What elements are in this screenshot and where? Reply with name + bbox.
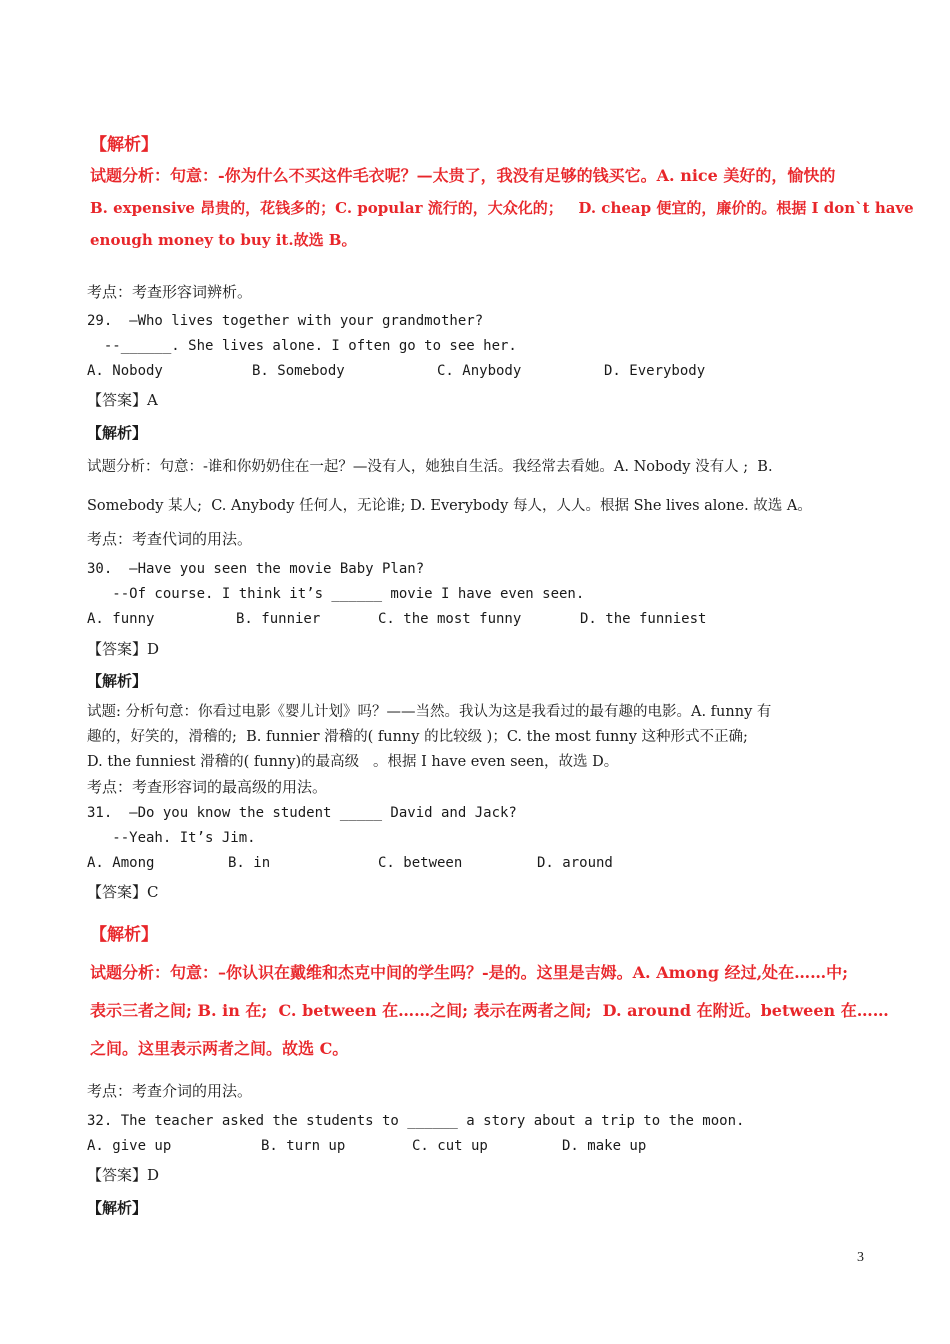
q31-analysis-line-1: 试题分析：句意：–你认识在戴维和杰克中间的学生吗？-是的。这里是吉姆。A. Among 经过,处在……中; xyxy=(90,963,849,982)
q30-option-c: C. the most funny xyxy=(378,611,522,627)
q28-point: 考点：考查形容词辨析。 xyxy=(87,283,253,301)
q29-question: 29. –Who lives together with your grandmother? xyxy=(87,313,484,329)
q30-analysis-line-2: 趣的，好笑的，滑稽的; B. funnier 滑稽的( funny 的比较级 )；C. the most funny 这种形式不正确; xyxy=(87,729,748,745)
q31-answer: 【答案】C xyxy=(87,883,159,901)
q30-answer: 【答案】D xyxy=(87,640,160,658)
q31-question: 31. –Do you know the student _____ David and Jack? xyxy=(87,805,517,821)
q31-analysis-line-2: 表示三者之间; B. in 在; C. between 在……之间; 表示在两者之间; D. around 在附近。between 在…… xyxy=(90,1001,889,1020)
q32-question: 32. The teacher asked the students to ______ a story about a trip to the moon. xyxy=(87,1113,745,1129)
q30-option-d: D. the funniest xyxy=(580,611,707,627)
q30-analysis-line-1: 试题: 分析句意：你看过电影《婴儿计划》吗？——当然。我认为这是我看过的最有趣的电影。A. funny 有 xyxy=(87,704,772,720)
q29-option-a: A. Nobody xyxy=(87,363,163,379)
q28-analysis-label: 【解析】 xyxy=(90,135,158,155)
q30-option-b: B. funnier xyxy=(236,611,321,627)
q29-option-b: B. Somebody xyxy=(252,363,345,379)
q31-point: 考点：考查介词的用法。 xyxy=(87,1082,253,1100)
q30-analysis-line-3: D. the funniest 滑稽的( funny)的最高级 。根据 I have even seen，故选 D。 xyxy=(87,754,619,770)
q30-option-a: A. funny xyxy=(87,611,155,627)
q32-option-d: D. make up xyxy=(562,1138,647,1154)
q31-analysis-line-3: 之间。这里表示两者之间。故选 C。 xyxy=(90,1039,349,1058)
q29-option-d: D. Everybody xyxy=(604,363,706,379)
q30-response: --Of course. I think it’s ______ movie I have even seen. xyxy=(87,586,585,602)
q28-analysis-line-1: 试题分析：句意：-你为什么不买这件毛衣呢？—太贵了，我没有足够的钱买它。A. nice 美好的，愉快的 xyxy=(90,166,836,185)
q32-option-b: B. turn up xyxy=(261,1138,346,1154)
q31-analysis-label: 【解析】 xyxy=(90,925,158,945)
q29-response: --______. She lives alone. I often go to see her. xyxy=(87,338,517,354)
q29-option-c: C. Anybody xyxy=(437,363,522,379)
q31-option-c: C. between xyxy=(378,855,463,871)
q29-analysis-line-2: Somebody 某人; C. Anybody 任何人，无论谁; D. Everybody 每人，人人。根据 She lives alone. 故选 A。 xyxy=(87,498,812,514)
q30-point: 考点：考查形容词的最高级的用法。 xyxy=(87,778,328,796)
q32-option-c: C. cut up xyxy=(412,1138,488,1154)
q28-analysis-line-2: B. expensive 昂贵的，花钱多的；C. popular 流行的，大众化的； D. cheap 便宜的，廉价的。根据 I don`t have xyxy=(90,199,914,217)
q32-answer: 【答案】D xyxy=(87,1166,160,1184)
q31-response: --Yeah. It’s Jim. xyxy=(87,830,256,846)
q28-analysis-line-3: enough money to buy it.故选 B。 xyxy=(90,231,357,249)
q29-analysis-label: 【解析】 xyxy=(87,424,148,442)
q32-option-a: A. give up xyxy=(87,1138,172,1154)
q32-analysis-label: 【解析】 xyxy=(87,1199,148,1217)
q29-answer: 【答案】A xyxy=(87,391,158,409)
q30-analysis-label: 【解析】 xyxy=(87,672,148,690)
q31-option-a: A. Among xyxy=(87,855,155,871)
q29-analysis-line-1: 试题分析：句意：-谁和你奶奶住在一起？—没有人，她独自生活。我经常去看她。A. Nobody 没有人 ; B. xyxy=(87,459,773,475)
page-number: 3 xyxy=(857,1250,864,1265)
q31-option-b: B. in xyxy=(228,855,271,871)
q29-point: 考点：考查代词的用法。 xyxy=(87,530,253,548)
q31-option-d: D. around xyxy=(537,855,613,871)
q30-question: 30. –Have you seen the movie Baby Plan? xyxy=(87,561,425,577)
